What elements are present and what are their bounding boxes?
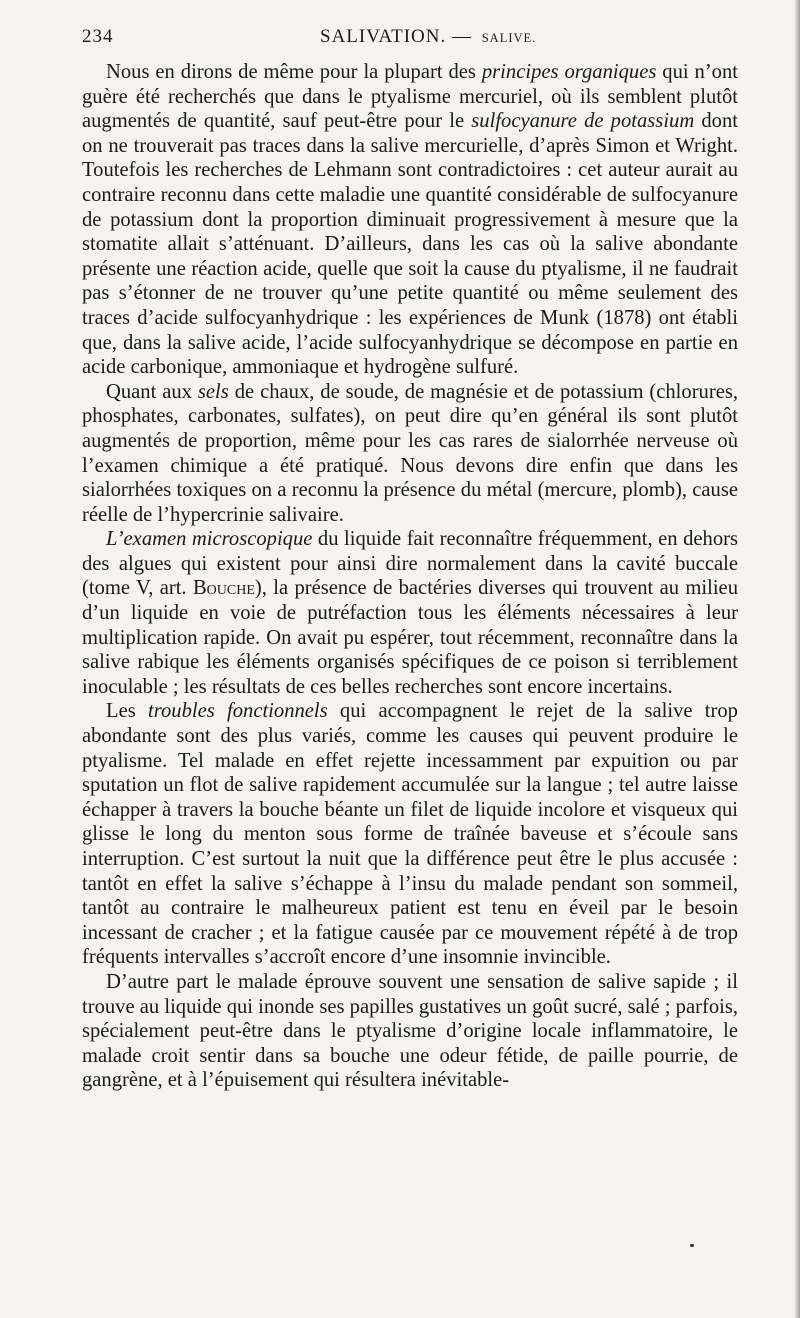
paragraph-microscopic-exam	[82, 527, 738, 699]
paragraph-functional-troubles	[82, 699, 738, 970]
text-run: Nous en dirons de même pour la plupart des	[106, 61, 482, 83]
title-dash: —	[451, 26, 472, 47]
italic-term: sels	[197, 380, 229, 403]
text-run: Les	[106, 700, 148, 723]
chapter-title: SALIVATION.	[320, 26, 447, 47]
paragraph-taste-sensation	[82, 970, 738, 1093]
text-run: Quant aux	[106, 380, 198, 403]
text-run: de chaux, de soude, de magnésie et de potassium (chlorures, phosphates, carbonates, sulfates), on peut dire qu’en général ils sont plutôt augmentés de proportion, même pour les cas rares de sialorrhée nerveuse où l’examen chimique a été pratiqué. Nous devons dire enfin que dans les sialorrhées toxiques on a reconnu la présence du métal (mercure, plomb), cause réelle de l’hypercrinie salivaire.	[82, 380, 739, 526]
italic-term: troubles fonctionnels	[148, 700, 328, 723]
page-edge-shadow	[794, 0, 800, 1318]
italic-term: L’examen microscopique	[106, 528, 313, 551]
text-run: ), la présence de bactéries diverses qui trouvent au milieu d’un liquide en voie de putréfaction tous les éléments nécessaires à leur multiplication rapide. On avait pu espérer, tout récemment, reconnaître dans la salive rabique les éléments organisés spécifiques de ce poison si terriblement inoculable ; les résultats de ces belles recherches sont encore incertains.	[82, 577, 738, 698]
section-subtitle: SALIVE.	[481, 31, 537, 45]
paragraph-organic-principles	[82, 60, 738, 380]
text-run: D’autre part le malade éprouve souvent une sensation de salive sapide ; il trouve au liquide qui inonde ses papilles gustatives un goût sucré, salé ; parfois, spécialement peut-être dans le ptyalisme d’origine locale inflammatoire, le malade croit sentir dans sa bouche une odeur fétide, de paille pourrie, de gangrène, et à l’épuisement qui résultera inévitable-	[82, 970, 739, 1092]
text-run: dont on ne trouverait pas traces dans la salive mercurielle, d’après Simon et Wright. Toutefois les recherches de Lehmann sont contradictoires : cet auteur aurait au contraire reconnu dans cette maladie une quantité considérable de sulfocyanure de potassium dont la proportion diminuait progressivement à mesure que la stomatite allait s’atténuant. D’ailleurs, dans les cas où la salive abondante présente une réaction acide, quelle que soit la cause du ptyalisme, il ne faudrait pas s’étonner de ne trouver qu’une petite quantité ou même seulement des traces d’acide sulfocyanhydrique : les expériences de Munk (1878) ont établi que, dans la salive acide, l’acide sulfocyanhydrique se décompose en partie en acide carbonique, ammoniaque et hydrogène sulfuré.	[82, 110, 739, 379]
text-run: qui accompagnent le rejet de la salive trop abondante sont des plus variés, comme les causes qui peuvent produire le ptyalisme. Tel malade en effet rejette incessamment par expuition ou par sputation un flot de salive rapidement accumulée sur la langue ; tel autre laisse échapper à travers la bouche béante un filet de liquide incolore et visqueux qui glisse le long du menton sous forme de traînée baveuse et s’écoule sans interruption. C’est surtout la nuit que la différence peut être le plus accusée : tantôt en effet la salive s’échappe à l’insu du malade pendant son sommeil, tantôt au contraire le malheureux patient est tenu en éveil par le besoin incessant de cracher ; et la fatigue causée par ce mouvement répété à de trop fréquents intervalles s’accroît encore d’une insomnie invincible.	[82, 700, 738, 969]
page-number: 234	[82, 26, 114, 47]
small-caps-reference: Bouche	[192, 577, 255, 600]
paragraph-salts	[82, 380, 738, 528]
text-run: du liquide fait reconnaître fréquemment, en dehors des algues qui existent pour ainsi dire normalement dans la cavité buccale (tome V, art.	[82, 528, 738, 600]
italic-term: principes organiques	[481, 61, 657, 83]
italic-term: sulfocyanure de potassium	[471, 110, 695, 133]
ink-speck	[690, 1244, 694, 1247]
running-header	[82, 26, 738, 60]
text-run: qui n’ont guère été recherchés que dans le ptyalisme mercuriel, où ils semblent plutôt augmentés de quantité, sauf peut-être pour le	[82, 61, 738, 133]
running-title	[320, 26, 536, 48]
body-text	[82, 60, 738, 1093]
